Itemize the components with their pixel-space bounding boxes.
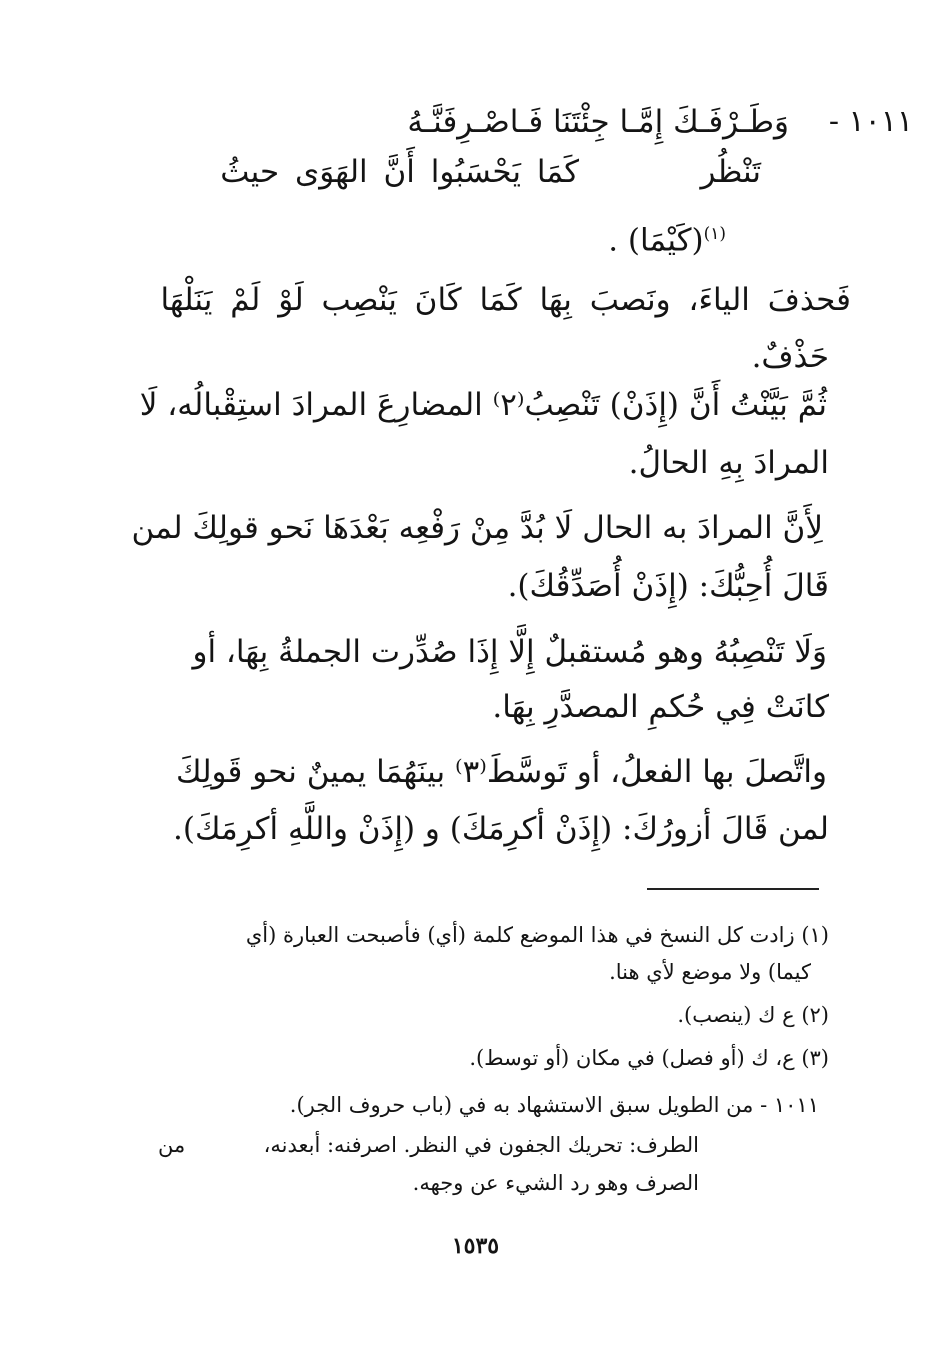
paragraph-1-line-2: حَذْفٌ. (751, 339, 829, 375)
paragraph-3-line-2: قَالَ أُحِبُّكَ: (إِذَنْ أُصَدِّقُكَ). (507, 568, 829, 604)
footnote-verse-gloss-line-2: الصرف وهو رد الشيء عن وجهه. (412, 1171, 699, 1195)
verse-line-2-end: تَنْظُر (700, 154, 761, 190)
paragraph-2-line-2: المرادَ بِهِ الحالُ. (628, 445, 829, 481)
page-number: ١٥٣٥ (451, 1233, 500, 1259)
paragraph-4-line-2: كانَتْ فِي حُكمِ المصدَّرِ بِهَا. (492, 689, 829, 725)
verse-line-1: وَطَـرْفَـكَ إِمَّـا جِئْتَنَا فَـاصْـرِفَنَّـهُ (407, 104, 789, 140)
footnote-divider (647, 888, 819, 890)
footnote-2: (٢) ع ك (ينصب). (677, 1003, 829, 1027)
paragraph-3-line-1: لِأَنَّ المرادَ به الحال لَا بُدَّ مِنْ رَفْعِه بَعْدَهَا نَحو قولِكَ لمن (131, 510, 823, 546)
footnote-1-line-1: (١) زادت كل النسخ في هذا الموضع كلمة (أي) فأصبحت العبارة (أي (245, 923, 829, 947)
paragraph-1-line-1: فَحذفَ الياءَ، ونَصبَ بِهَا كَمَا كَانَ يَنْصِب لَوْ لَمْ يَنَلْهَا (160, 282, 851, 318)
footnote-marker: (١) (703, 224, 726, 244)
paragraph-2-line-1: ثُمَّ بَيَّنْتُ أَنَّ (إِذَنْ) تَنْصِبُ⁽٢⁾ المضارِعَ المرادَ استِقْبالُه، لَا (139, 387, 827, 423)
verse-closing (608, 212, 726, 262)
verse-closing-text: (كَيْمَا) . (608, 222, 704, 259)
paragraph-4-line-1: وَلَا تَنْصِبُهُ وهو مُستقبلٌ إِلَّا إِذَا صُدِّرت الجملةُ بِهَا، أو (192, 634, 827, 670)
footnote-verse-gloss-line-1-end: من (158, 1133, 186, 1157)
footnote-3: (٣) ع، ك (أو فصل) في مكان (أو توسط). (469, 1046, 829, 1070)
footnote-verse-gloss-line-1: الطرف: تحريك الجفون في النظر. اصرفنه: أبعدنه، (263, 1133, 699, 1157)
footnote-1-line-2: كيما) ولا موضع لأي هنا. (609, 960, 811, 984)
footnote-verse-source: ١٠١١ - من الطويل سبق الاستشهاد به في (باب حروف الجر). (289, 1093, 819, 1117)
verse-number: ١٠١١ - (828, 104, 913, 139)
paragraph-5-line-2: لمن قَالَ أزورُكَ: (إِذَنْ أكرِمَكَ) و (إِذَنْ واللَّهِ أكرِمَكَ). (173, 811, 829, 847)
verse-line-2: كَمَا يَحْسَبُوا أَنَّ الهَوَى حيثُ (220, 154, 579, 190)
paragraph-5-line-1: واتَّصلَ بها الفعلُ، أو تَوسَّطَ⁽٣⁾ بينَهُمَا يمينٌ نحو قَولِكَ (175, 754, 827, 790)
